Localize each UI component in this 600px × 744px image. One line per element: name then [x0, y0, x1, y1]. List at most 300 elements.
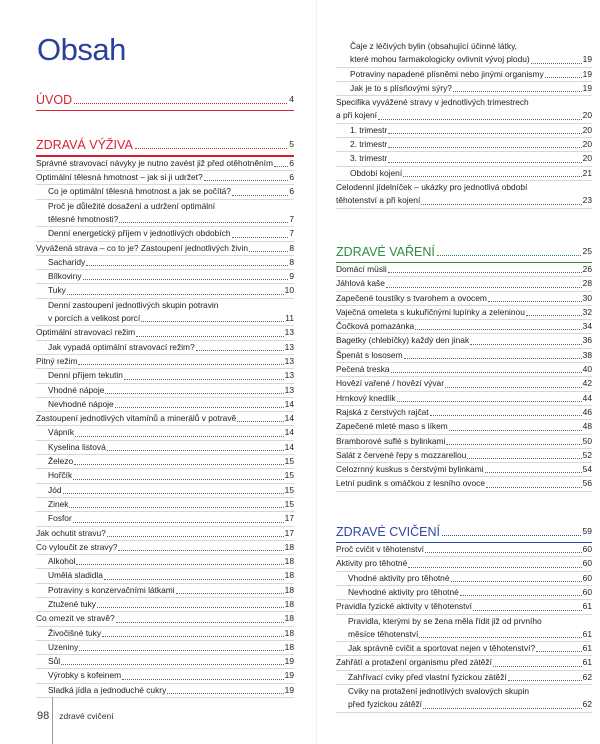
toc-entry[interactable]	[36, 227, 294, 241]
toc-entry[interactable]	[336, 263, 592, 277]
toc-entry-page: 19	[582, 54, 592, 65]
dot-leader	[79, 650, 283, 651]
dot-leader	[67, 294, 284, 295]
toc-entry[interactable]	[336, 82, 592, 96]
dot-leader	[76, 564, 283, 565]
toc-entry-page: 6	[289, 157, 294, 168]
dot-leader	[493, 666, 582, 667]
toc-entries	[336, 263, 592, 492]
toc-entry-text: Jak je to s plísňovými sýry?	[350, 82, 452, 93]
section-page: 25	[582, 245, 592, 256]
toc-entry[interactable]	[36, 312, 294, 326]
toc-entry-text: Železo	[48, 456, 74, 467]
toc-entry-page: 61	[582, 643, 592, 654]
toc-entry-page: 52	[582, 449, 592, 460]
dot-leader	[196, 350, 284, 351]
toc-entry-text: Zahřátí a protažení organismu před zátěží	[336, 657, 492, 668]
toc-entry[interactable]	[36, 527, 294, 541]
toc-entry[interactable]	[336, 698, 592, 712]
toc-entry-text: Vyvážená strava – co to je? Zastoupení jednotlivých živin	[36, 242, 248, 253]
dot-leader	[86, 265, 288, 266]
dot-leader	[167, 693, 283, 694]
toc-entry-text: Nevhodné nápoje	[48, 398, 114, 409]
toc-entry[interactable]	[36, 627, 294, 641]
toc-entry[interactable]	[36, 441, 294, 455]
toc-entry-text: Výrobky s kofeinem	[48, 670, 122, 681]
dot-leader	[403, 176, 582, 177]
toc-entry-page: 54	[582, 464, 592, 475]
toc-entry[interactable]	[36, 398, 294, 412]
dot-leader	[531, 63, 582, 64]
toc-entry[interactable]	[336, 435, 592, 449]
section-title: ZDRAVÉ VAŘENÍ	[336, 244, 435, 259]
toc-entry-text: a při kojení	[336, 110, 377, 121]
dot-leader	[124, 379, 284, 380]
toc-entry-text: Co je optimální tělesná hmotnost a jak se počítá?	[48, 186, 231, 197]
dot-leader	[102, 636, 284, 637]
dot-leader	[388, 133, 581, 134]
toc-entry-page: 32	[582, 306, 592, 317]
dot-leader	[508, 680, 582, 681]
toc-entry-text: Ztužené tuky	[48, 598, 96, 609]
toc-entry[interactable]	[36, 426, 294, 440]
toc-entry[interactable]	[336, 615, 592, 628]
toc-entries	[336, 40, 592, 209]
footer-section-name: zdravé cvičení	[59, 711, 114, 721]
toc-entry-page: 15	[284, 456, 294, 467]
toc-entry-page: 50	[582, 435, 592, 446]
toc-entry-page: 61	[582, 601, 592, 612]
toc-entry-text: Co vyloučit ze stravy?	[36, 541, 118, 552]
toc-entry-text: Živočišné tuky	[48, 627, 102, 638]
dot-leader	[78, 364, 283, 365]
dot-leader	[122, 679, 284, 680]
toc-entry-page: 9	[289, 271, 294, 282]
toc-entry[interactable]	[336, 463, 592, 477]
toc-entry[interactable]	[36, 612, 294, 626]
dot-leader	[408, 567, 581, 568]
toc-entry-text: Pravidla, kterými by se žena měla řídit již od prvního	[348, 615, 542, 626]
toc-entry-text: Potraviny napadené plísněmi nebo jinými organismy	[350, 68, 544, 79]
toc-entry-page: 21	[582, 167, 592, 178]
toc-entry-text: Čočková pomazánka	[336, 321, 415, 332]
toc-entry[interactable]	[36, 355, 294, 369]
toc-entry-page: 18	[284, 541, 294, 552]
toc-entry-text: 2. trimestr	[350, 139, 388, 150]
toc-entry-page: 20	[582, 124, 592, 135]
toc-entry-text: Salát z červené řepy s mozzarellou	[336, 449, 467, 460]
toc-entry[interactable]	[336, 124, 592, 138]
toc-entry-page: 18	[284, 584, 294, 595]
dot-leader	[73, 479, 283, 480]
toc-entry[interactable]	[36, 684, 294, 698]
toc-entry[interactable]	[336, 334, 592, 348]
dot-leader	[97, 607, 284, 608]
toc-entry[interactable]	[336, 557, 592, 571]
toc-entry-text: Jak vypadá optimální stravovací režim?	[48, 341, 195, 352]
toc-entry-page: 10	[284, 285, 294, 296]
toc-entry[interactable]	[336, 152, 592, 166]
toc-entry[interactable]	[336, 181, 592, 194]
section-title: ÚVOD	[36, 93, 73, 107]
dot-leader	[119, 222, 288, 223]
toc-entry-page: 28	[582, 278, 592, 289]
toc-entry-page: 14	[284, 427, 294, 438]
toc-entry-text: Letní pudink s omáčkou z lesního ovoce	[336, 478, 485, 489]
toc-entry-page: 14	[284, 441, 294, 452]
toc-entry-text: Sůl	[48, 656, 61, 667]
toc-entry[interactable]	[336, 543, 592, 557]
toc-entry-page: 62	[582, 699, 592, 710]
toc-entry-text: Nevhodné aktivity pro těhotné	[348, 586, 459, 597]
dot-leader	[61, 664, 284, 665]
toc-entry-text: Optimální stravovací režim	[36, 327, 136, 338]
toc-entry-page: 15	[284, 484, 294, 495]
toc-entry-page: 13	[284, 355, 294, 366]
toc-entry-text: před fyzickou zátěží	[348, 699, 423, 710]
toc-entry[interactable]	[36, 185, 294, 199]
toc-entry-page: 46	[582, 406, 592, 417]
toc-entry[interactable]	[336, 377, 592, 391]
dot-leader	[473, 610, 582, 611]
dot-leader	[115, 407, 284, 408]
toc-entry-text: Období kojení	[350, 167, 403, 178]
dot-leader	[451, 581, 582, 582]
dot-leader	[69, 507, 283, 508]
toc-entry-text: Hovězí vařené / hovězí vývar	[336, 378, 444, 389]
toc-entry-page: 18	[284, 641, 294, 652]
page-title: Obsah	[37, 32, 126, 67]
toc-entry[interactable]	[36, 541, 294, 555]
toc-section-vareni	[336, 243, 592, 492]
dot-leader	[445, 387, 582, 388]
dot-leader	[446, 444, 581, 445]
dot-leader	[118, 550, 283, 551]
toc-entry-page: 6	[289, 172, 294, 183]
toc-entry[interactable]	[36, 171, 294, 185]
toc-entry[interactable]	[36, 256, 294, 270]
toc-entry-text: které mohou farmakologicky ovlivnit vývoj plodu)	[350, 54, 530, 65]
toc-entry-text: Jód	[48, 484, 62, 495]
section-heading[interactable]	[36, 136, 294, 153]
toc-entry[interactable]	[336, 449, 592, 463]
toc-entry[interactable]	[336, 363, 592, 377]
toc-entry-page: 36	[582, 335, 592, 346]
toc-entry-text: Bramborové suflé s bylinkami	[336, 435, 446, 446]
toc-entry-page: 15	[284, 498, 294, 509]
toc-entry-text: Jak správně cvičit a sportovat nejen v těhotenství?	[348, 643, 536, 654]
toc-entry[interactable]	[336, 572, 592, 586]
section-title: ZDRAVÁ VÝŽIVA	[36, 138, 133, 153]
dot-leader	[249, 251, 288, 252]
dot-leader	[404, 358, 582, 359]
section-rule	[36, 110, 294, 111]
toc-entry-text: Zastoupení jednotlivých vitamínů a minerálů v potravě	[36, 413, 237, 424]
toc-entry[interactable]	[336, 420, 592, 434]
toc-entry-text: těhotenství a při kojení	[336, 195, 421, 206]
page-footer	[37, 710, 114, 722]
toc-entry-text: Pitný režim	[36, 355, 78, 366]
toc-entries	[36, 157, 294, 698]
dot-leader	[388, 162, 581, 163]
toc-entry[interactable]	[336, 586, 592, 600]
dot-leader	[73, 522, 284, 523]
toc-entry-page: 19	[582, 68, 592, 79]
toc-entry[interactable]	[36, 213, 294, 227]
toc-entry-page: 44	[582, 392, 592, 403]
toc-right-column	[336, 40, 592, 713]
dot-leader	[460, 595, 582, 596]
dot-leader	[378, 119, 582, 120]
dot-leader	[136, 336, 284, 337]
page-number: 98	[37, 710, 50, 722]
toc-entry-text: tělesné hmotnosti?	[48, 213, 119, 224]
toc-entry[interactable]	[336, 320, 592, 334]
dot-leader	[388, 147, 581, 148]
dot-leader	[74, 464, 284, 465]
toc-entry-text: Aktivity pro těhotné	[336, 558, 408, 569]
toc-entry-text: Denní zastoupení jednotlivých skupin potravin	[48, 299, 219, 310]
toc-entry-text: Vhodné nápoje	[48, 384, 105, 395]
dot-leader	[415, 329, 581, 330]
toc-entry-page: 23	[582, 195, 592, 206]
toc-entry[interactable]	[36, 569, 294, 583]
toc-entry-page: 7	[289, 213, 294, 224]
toc-entry[interactable]	[336, 53, 592, 67]
toc-entry[interactable]	[36, 369, 294, 383]
toc-entry[interactable]	[36, 598, 294, 612]
toc-entry[interactable]	[336, 685, 592, 698]
toc-entry-text: Bílkoviny	[48, 271, 82, 282]
toc-entry-text: Celodenní jídelníček – ukázky pro jednotlivá období	[336, 181, 528, 192]
dot-leader	[391, 372, 582, 373]
toc-section-uvod[interactable]	[36, 91, 294, 111]
toc-entry-page: 17	[284, 527, 294, 538]
dot-leader	[486, 487, 582, 488]
dot-leader	[386, 287, 582, 288]
section-heading[interactable]	[336, 523, 592, 540]
dot-leader	[423, 708, 582, 709]
toc-entry[interactable]	[336, 292, 592, 306]
toc-entry-text: Zahřívací cviky před vlastní fyzickou zátěží	[348, 671, 507, 682]
dot-leader	[116, 622, 284, 623]
dot-leader	[419, 637, 581, 638]
toc-entry[interactable]	[336, 656, 592, 670]
toc-entry-page: 60	[582, 544, 592, 555]
toc-entry[interactable]	[36, 200, 294, 213]
toc-entry[interactable]	[36, 455, 294, 469]
toc-entry-text: Co omezit ve stravě?	[36, 613, 115, 624]
dot-leader	[388, 272, 582, 273]
dot-leader	[470, 344, 582, 345]
toc-entry-text: Pravidla fyzické aktivity v těhotenství	[336, 601, 472, 612]
toc-entry-page: 56	[582, 478, 592, 489]
toc-entry-page: 42	[582, 378, 592, 389]
toc-entry[interactable]	[36, 584, 294, 598]
toc-entry-page: 14	[284, 398, 294, 409]
toc-entry-text: Hořčík	[48, 470, 73, 481]
toc-entry[interactable]	[36, 512, 294, 526]
toc-entry[interactable]	[336, 40, 592, 53]
toc-entry-text: Tuky	[48, 285, 66, 296]
toc-entry-text: Zinek	[48, 498, 69, 509]
toc-entry[interactable]	[336, 671, 592, 685]
toc-entry-text: Rajská z čerstvých rajčat	[336, 406, 429, 417]
dot-leader	[421, 204, 581, 205]
toc-entry-page: 11	[285, 313, 294, 324]
section-heading[interactable]	[336, 243, 592, 260]
toc-entry[interactable]	[336, 68, 592, 82]
toc-entry[interactable]	[336, 109, 592, 123]
toc-entries	[336, 543, 592, 713]
dot-leader	[449, 430, 582, 431]
toc-entry[interactable]	[36, 641, 294, 655]
dot-leader	[397, 401, 582, 402]
section-page: 4	[289, 94, 294, 104]
toc-entry-page: 30	[582, 292, 592, 303]
toc-entry-text: Jak ochutit stravu?	[36, 527, 106, 538]
toc-entry-page: 20	[582, 139, 592, 150]
toc-entry-page: 13	[284, 341, 294, 352]
dot-leader	[83, 279, 289, 280]
toc-entry-page: 8	[289, 256, 294, 267]
toc-entry-text: Umělá sladidla	[48, 570, 103, 581]
toc-entry-page: 19	[582, 82, 592, 93]
toc-entry-text: Vhodné aktivity pro těhotné	[348, 572, 450, 583]
toc-left-column	[36, 88, 294, 698]
toc-entry-page: 6	[289, 186, 294, 197]
toc-entry-page: 60	[582, 586, 592, 597]
toc-entry-text: Jáhlová kaše	[336, 278, 385, 289]
dot-leader	[107, 450, 284, 451]
toc-entry[interactable]	[336, 96, 592, 109]
toc-entry-page: 61	[582, 657, 592, 668]
toc-entry-page: 13	[284, 384, 294, 395]
toc-entry[interactable]	[36, 242, 294, 256]
toc-entry-page: 15	[284, 470, 294, 481]
toc-entry[interactable]	[36, 412, 294, 426]
toc-entry-text: v porcích a velikost porcí	[48, 313, 141, 324]
toc-entry[interactable]	[36, 341, 294, 355]
toc-entry-text: Sacharidy	[48, 256, 86, 267]
toc-entry[interactable]	[336, 138, 592, 152]
toc-entry[interactable]	[336, 306, 592, 320]
dot-leader	[105, 393, 283, 394]
toc-entry-page: 26	[582, 263, 592, 274]
dot-leader	[467, 458, 581, 459]
toc-entry-page: 18	[284, 556, 294, 567]
toc-entry-text: Proč cvičit v těhotenství	[336, 544, 424, 555]
toc-entry[interactable]	[36, 284, 294, 298]
toc-entry-page: 20	[582, 110, 592, 121]
toc-entry[interactable]	[336, 628, 592, 642]
toc-entry[interactable]	[336, 167, 592, 181]
toc-entry-page: 18	[284, 613, 294, 624]
toc-entry-text: Sladká jídla a jednoduché cukry	[48, 684, 167, 695]
toc-entry-page: 17	[284, 513, 294, 524]
toc-entry[interactable]	[336, 600, 592, 614]
toc-entry-text: Specifika vyvážené stravy v jednotlivých trimestrech	[336, 97, 529, 108]
toc-entry[interactable]	[36, 669, 294, 683]
toc-entry-page: 61	[582, 628, 592, 639]
toc-entry-page: 34	[582, 321, 592, 332]
toc-entry[interactable]	[36, 384, 294, 398]
toc-entry-text: Uzeniny	[48, 641, 79, 652]
dot-leader	[453, 91, 582, 92]
dot-leader	[232, 237, 289, 238]
toc-entry-text: Správné stravovací návyky je nutno zavést již před otěhotněním	[36, 157, 273, 168]
toc-entry-text: Čaje z léčivých bylin (obsahující účinné látky,	[350, 41, 517, 51]
toc-entry-text: měsíce těhotenství	[348, 628, 419, 639]
toc-entry[interactable]	[36, 326, 294, 340]
dot-leader	[63, 493, 284, 494]
toc-entry-text: Celozrnný kuskus s čerstvými bylinkami	[336, 464, 484, 475]
dot-leader	[232, 195, 288, 196]
section-page: 5	[289, 139, 294, 150]
toc-entry-page: 7	[289, 228, 294, 239]
dot-leader	[545, 77, 582, 78]
toc-entry[interactable]	[36, 299, 294, 312]
dot-leader	[141, 321, 284, 322]
toc-entry-text: 3. trimestr	[350, 153, 388, 164]
toc-entry-page: 13	[284, 370, 294, 381]
toc-entry-text: Denní příjem tekutin	[48, 370, 123, 381]
toc-entry-page: 19	[284, 656, 294, 667]
toc-entry[interactable]	[36, 498, 294, 512]
dot-leader	[430, 415, 582, 416]
toc-entry[interactable]	[36, 157, 294, 171]
toc-entry[interactable]	[336, 194, 592, 208]
toc-entry-text: Cviky na protažení jednotlivých svalových skupin	[348, 686, 530, 697]
toc-entry-text: Optimální tělesná hmotnost – jak si ji udržet?	[36, 172, 203, 183]
toc-entry-page: 40	[582, 364, 592, 375]
dot-leader	[237, 421, 283, 422]
toc-entry[interactable]	[336, 349, 592, 363]
toc-entry[interactable]	[336, 477, 592, 491]
toc-entry-page: 60	[582, 572, 592, 583]
toc-entry-page: 19	[284, 684, 294, 695]
dot-leader	[107, 536, 284, 537]
toc-entry-text: Vaječná omeleta s kukuřičnými lupínky a zeleninou	[336, 306, 525, 317]
dot-leader	[488, 301, 582, 302]
toc-entry-text: Bagetky (chlebíčky) každý den jinak	[336, 335, 470, 346]
toc-entry[interactable]	[36, 484, 294, 498]
dot-leader	[485, 472, 582, 473]
dot-leader	[176, 593, 284, 594]
toc-entry-page: 38	[582, 349, 592, 360]
toc-entry[interactable]	[36, 469, 294, 483]
toc-entry[interactable]	[36, 555, 294, 569]
toc-entry-text: Potraviny s konzervačními látkami	[48, 584, 175, 595]
toc-section-vyziva	[36, 136, 294, 698]
toc-entry-page: 19	[284, 670, 294, 681]
toc-entry[interactable]	[336, 392, 592, 406]
toc-entry-page: 18	[284, 627, 294, 638]
toc-entry-text: Denní energetický příjem v jednotlivých obdobích	[48, 228, 231, 239]
toc-entry[interactable]	[36, 655, 294, 669]
toc-entry-text: Zapečené mleté maso s líkem	[336, 421, 448, 432]
toc-entry-text: Špenát s lososem	[336, 349, 403, 360]
toc-entry-page: 8	[289, 242, 294, 253]
toc-entry[interactable]	[336, 277, 592, 291]
toc-entry-text: Pečená treska	[336, 364, 390, 375]
toc-entry-text: Vápník	[48, 427, 75, 438]
toc-entry[interactable]	[36, 270, 294, 284]
dot-leader	[425, 552, 582, 553]
toc-entry-text: Kyselina listová	[48, 441, 106, 452]
toc-entry[interactable]	[336, 406, 592, 420]
toc-entry[interactable]	[336, 642, 592, 656]
